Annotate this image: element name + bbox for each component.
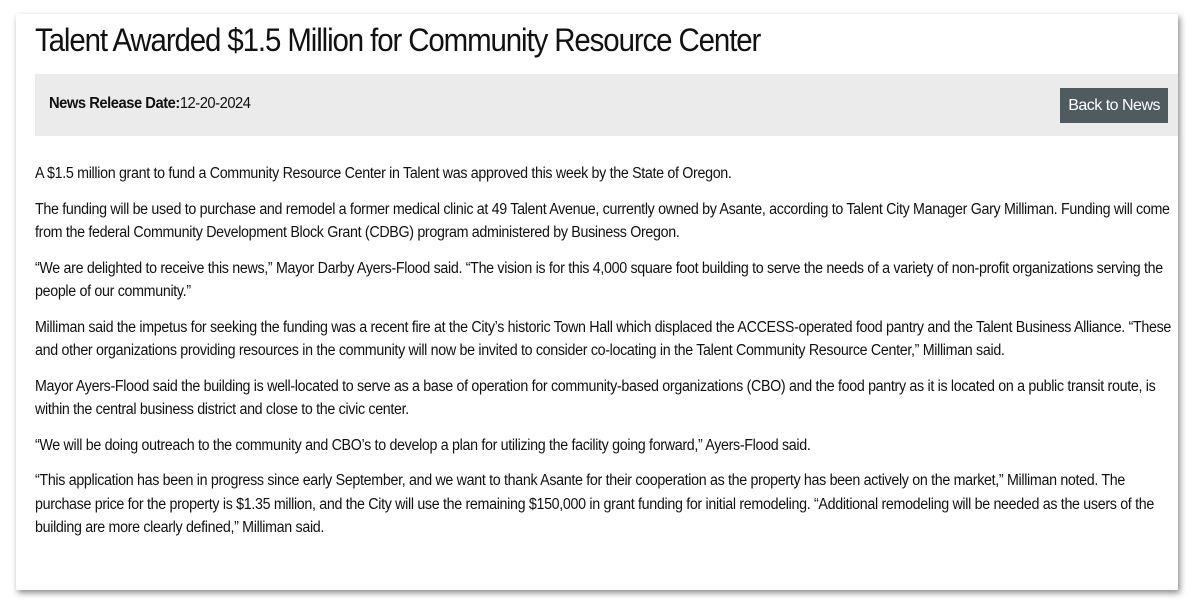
news-article-card [16,14,1178,590]
back-to-news-button[interactable]: Back to News [1060,88,1168,123]
article-body [35,162,1176,552]
page-title: Talent Awarded $1.5 Million for Community Resource Center [35,22,761,58]
article-paragraph: Mayor Ayers-Flood said the building is well-located to serve as a base of operation for community-based organizations (CBO) and the food pantry as it is located on a public transit route, is within the central business district and close to the civic center. [35,377,1156,418]
release-date-value: 12-20-2024 [179,95,251,112]
article-paragraph: “This application has been in progress since early September, and we want to thank Asante for their cooperation as the property has been actively on the market,” Milliman noted. The purchase price for the property is $1.35 million, and the City will use the remaining $150,000 in grant funding for initial remodeling. “Additional remodeling will be needed as the users of the building are more clearly defined,” Milliman said. [35,472,1154,536]
release-date-label: News Release Date: [49,95,180,112]
article-paragraph: “We are delighted to receive this news,” Mayor Darby Ayers-Flood said. “The vision is for this 4,000 square foot building to serve the needs of a variety of non-profit organizations serving the people of our community.” [35,259,1163,300]
article-paragraph: A $1.5 million grant to fund a Community Resource Center in Talent was approved this week by the State of Oregon. [35,165,732,182]
release-date [49,95,251,113]
release-info-bar [35,74,1178,136]
article-paragraph: “We will be doing outreach to the community and CBO’s to develop a plan for utilizing the facility going forward,” Ayers-Flood said. [35,436,811,454]
article-paragraph: Milliman said the impetus for seeking the funding was a recent fire at the City’s historic Town Hall which displaced the ACCESS-operated food pantry and the Talent Business Alliance. “These and other organizations providing resources in the community will now be invited to consider co-locating in the Talent Community Resource Center,” Milliman said. [35,318,1172,359]
article-paragraph: The funding will be used to purchase and remodel a former medical clinic at 49 Talent Avenue, currently owned by Asante, according to Talent City Manager Gary Milliman. Funding will come from the federal Community Development Block Grant (CDBG) program administered by Business Oregon. [35,200,1170,241]
